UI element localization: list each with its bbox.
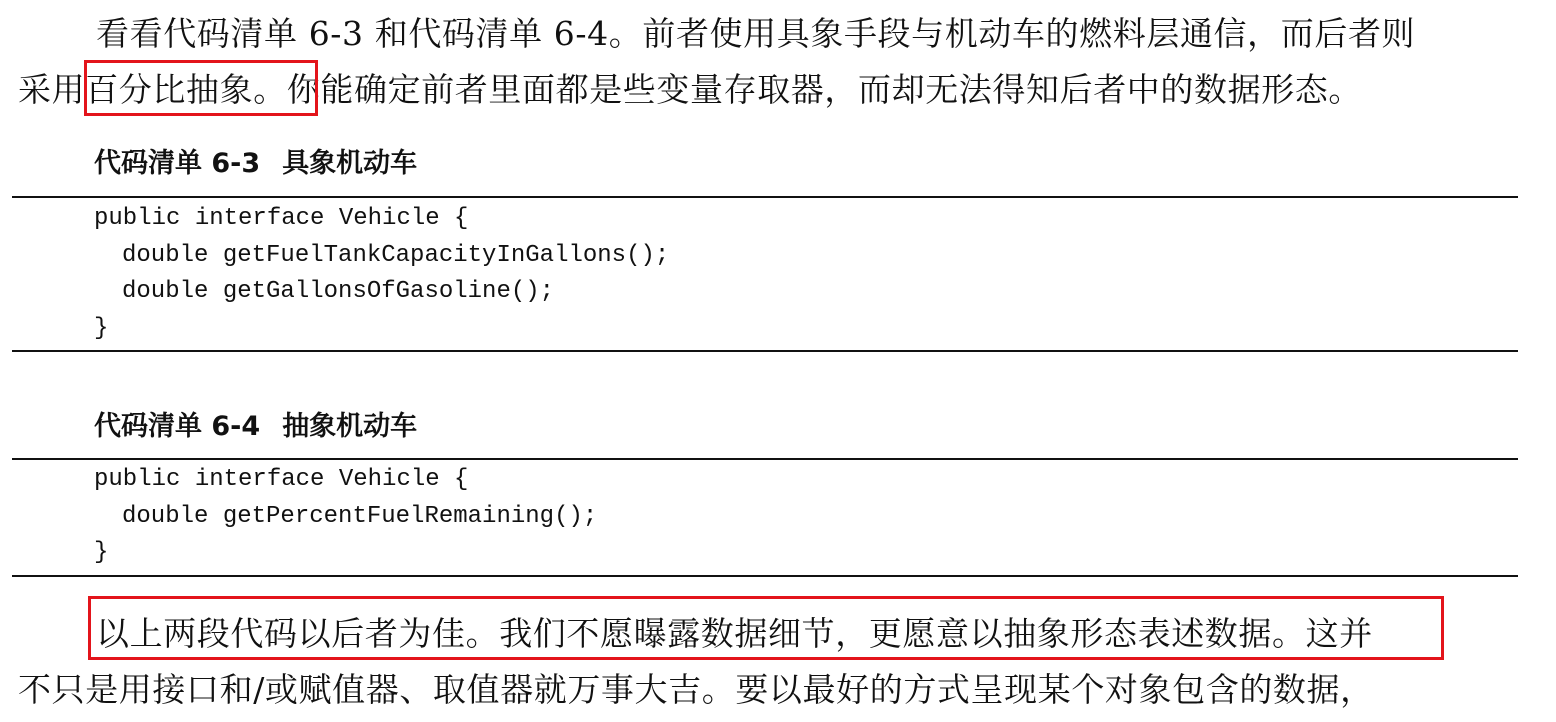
conclusion-paragraph-line-2: 不只是用接口和/或赋值器、取值器就万事大吉。要以最好的方式呈现某个对象包含的数据， bbox=[18, 670, 1374, 709]
listing-6-4-bottom-rule bbox=[12, 575, 1518, 577]
code-line: double getPercentFuelRemaining(); bbox=[122, 502, 598, 530]
listing-6-3-caption: 具象机动车 bbox=[282, 148, 418, 179]
intro-paragraph-line-2: 采用百分比抽象。你能确定前者里面都是些变量存取器，而却无法得知后者中的数据形态。 bbox=[18, 70, 1362, 109]
listing-6-4-code bbox=[94, 462, 597, 572]
listing-6-4-title bbox=[94, 411, 417, 443]
intro-paragraph-line-1: 看看代码清单 6-3 和代码清单 6-4。前者使用具象手段与机动车的燃料层通信，而后者则 bbox=[96, 14, 1416, 53]
listing-6-3-top-rule bbox=[12, 196, 1518, 198]
listing-6-3-bottom-rule bbox=[12, 350, 1518, 352]
code-line: } bbox=[94, 539, 109, 566]
code-line: } bbox=[94, 314, 109, 342]
listing-6-3-number: 代码清单 6-3 bbox=[94, 148, 261, 179]
code-line: public interface Vehicle { bbox=[94, 466, 469, 493]
listing-6-3-code bbox=[94, 201, 669, 347]
listing-6-4-number: 代码清单 6-4 bbox=[94, 411, 261, 442]
listing-6-3-title bbox=[94, 148, 417, 180]
conclusion-paragraph-line-1: 以上两段代码以后者为佳。我们不愿曝露数据细节，更愿意以抽象形态表述数据。这并 bbox=[96, 614, 1373, 653]
code-line: double getFuelTankCapacityInGallons(); bbox=[122, 241, 670, 269]
code-line: double getGallonsOfGasoline(); bbox=[122, 278, 555, 305]
listing-6-4-top-rule bbox=[12, 458, 1518, 460]
code-line: public interface Vehicle { bbox=[94, 205, 469, 232]
listing-6-4-caption: 抽象机动车 bbox=[282, 411, 418, 442]
